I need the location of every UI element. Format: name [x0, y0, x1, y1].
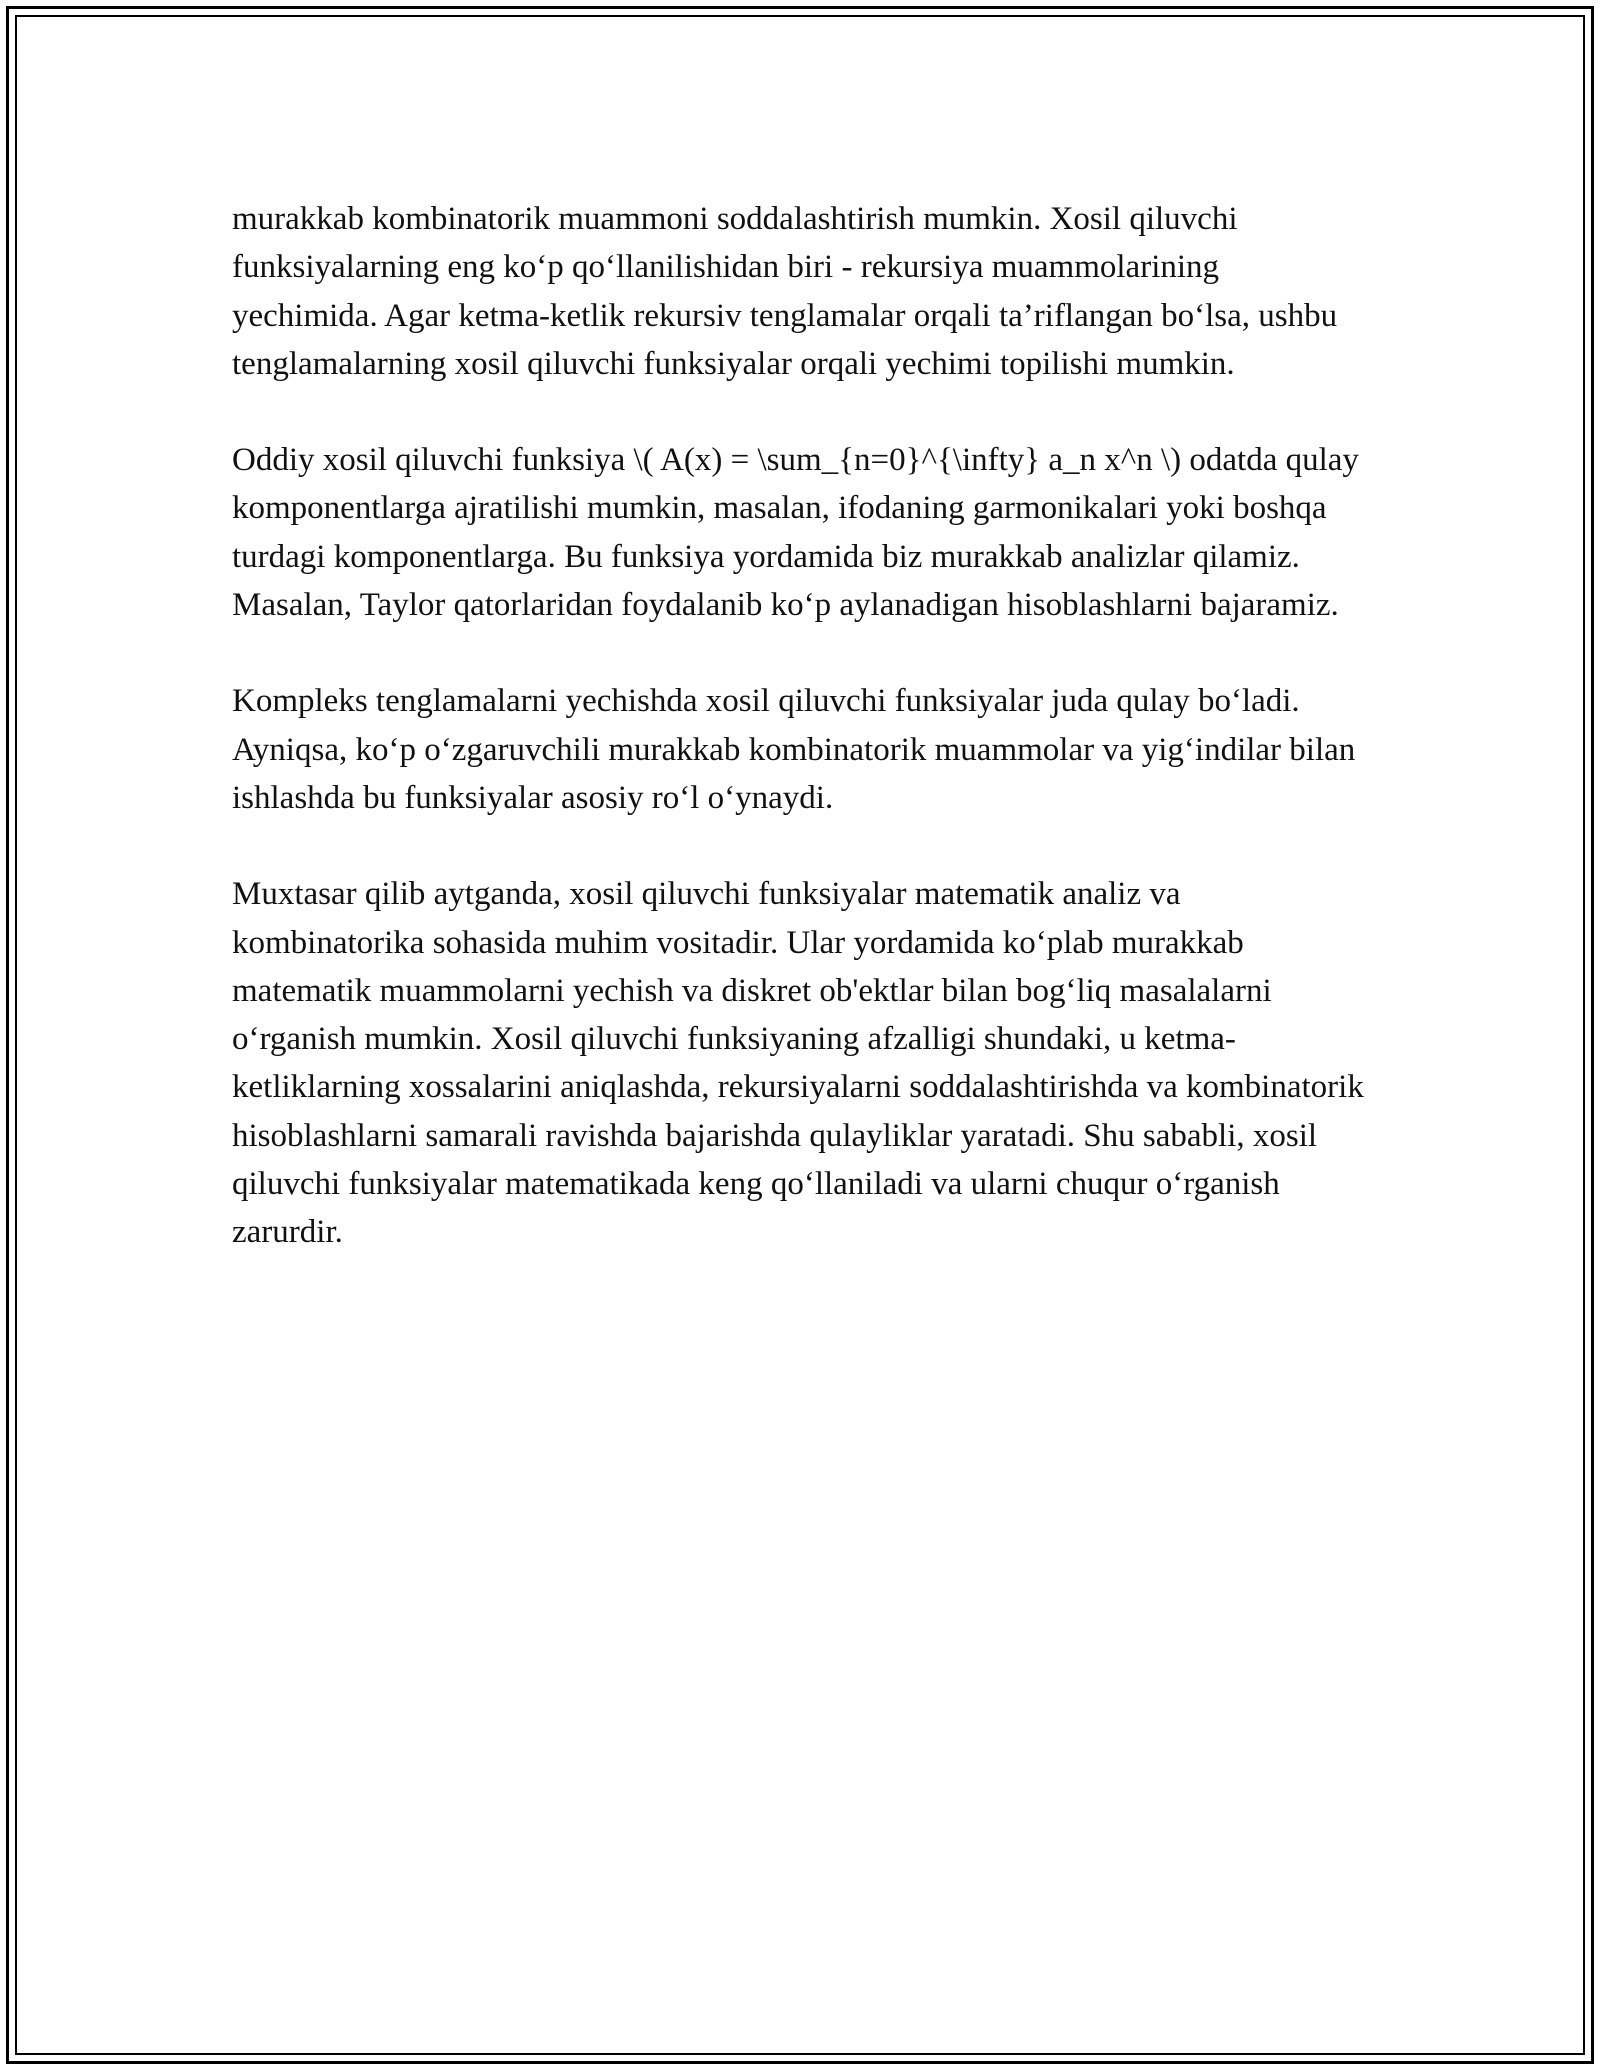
paragraph-4: Muxtasar qilib aytganda, xosil qiluvchi funksiyalar matematik analiz va kombinatorika sohasida muhim vositadir. Ular yordamida ko‘plab murakkab matematik muammolarni yechish va diskret ob'ektlar bilan bog‘liq masalalarni o‘rganish mumkin. Xosil qiluvchi funksiyaning afzalligi shundaki, u ketma-ketliklarning xossalarini aniqlashda, rekursiyalarni soddalashtirishda va kombinatorik hisoblashlarni samarali ravishda bajarishda qulayliklar yaratadi. Shu sababli, xosil qiluvchi funksiyalar matematikada keng qo‘llaniladi va ularni chuqur o‘rganish zarurdir.: [232, 876, 1364, 1251]
page-frame: [6, 6, 1594, 2064]
paragraph-1: murakkab kombinatorik muammoni soddalashtirish mumkin. Xosil qiluvchi funksiyalarning eng ko‘p qo‘llanilishidan biri - rekursiya muammolarining yechimida. Agar ketma-ketlik rekursiv tenglamalar orqali ta’riflangan bo‘lsa, ushbu tenglamalarning xosil qiluvchi funksiyalar orqali yechimi topilishi mumkin.: [232, 201, 1338, 382]
paragraph-3: Kompleks tenglamalarni yechishda xosil qiluvchi funksiyalar juda qulay bo‘ladi. Ayniqsa, ko‘p o‘zgaruvchili murakkab kombinatorik muammolar va yig‘indilar bilan ishlashda bu funksiyalar asosiy ro‘l o‘ynaydi.: [232, 683, 1356, 816]
paragraph-2: Oddiy xosil qiluvchi funksiya \( A(x) = \sum_{n=0}^{\infty} a_n x^n \) odatda qulay komponentlarga ajratilishi mumkin, masalan, ifodaning garmonikalari yoki boshqa turdagi komponentlarga. Bu funksiya yordamida biz murakkab analizlar qilamiz. Masalan, Taylor qatorlaridan foydalanib ko‘p aylanadigan hisoblashlarni bajaramiz.: [232, 442, 1359, 624]
document-body: [232, 195, 1372, 1257]
